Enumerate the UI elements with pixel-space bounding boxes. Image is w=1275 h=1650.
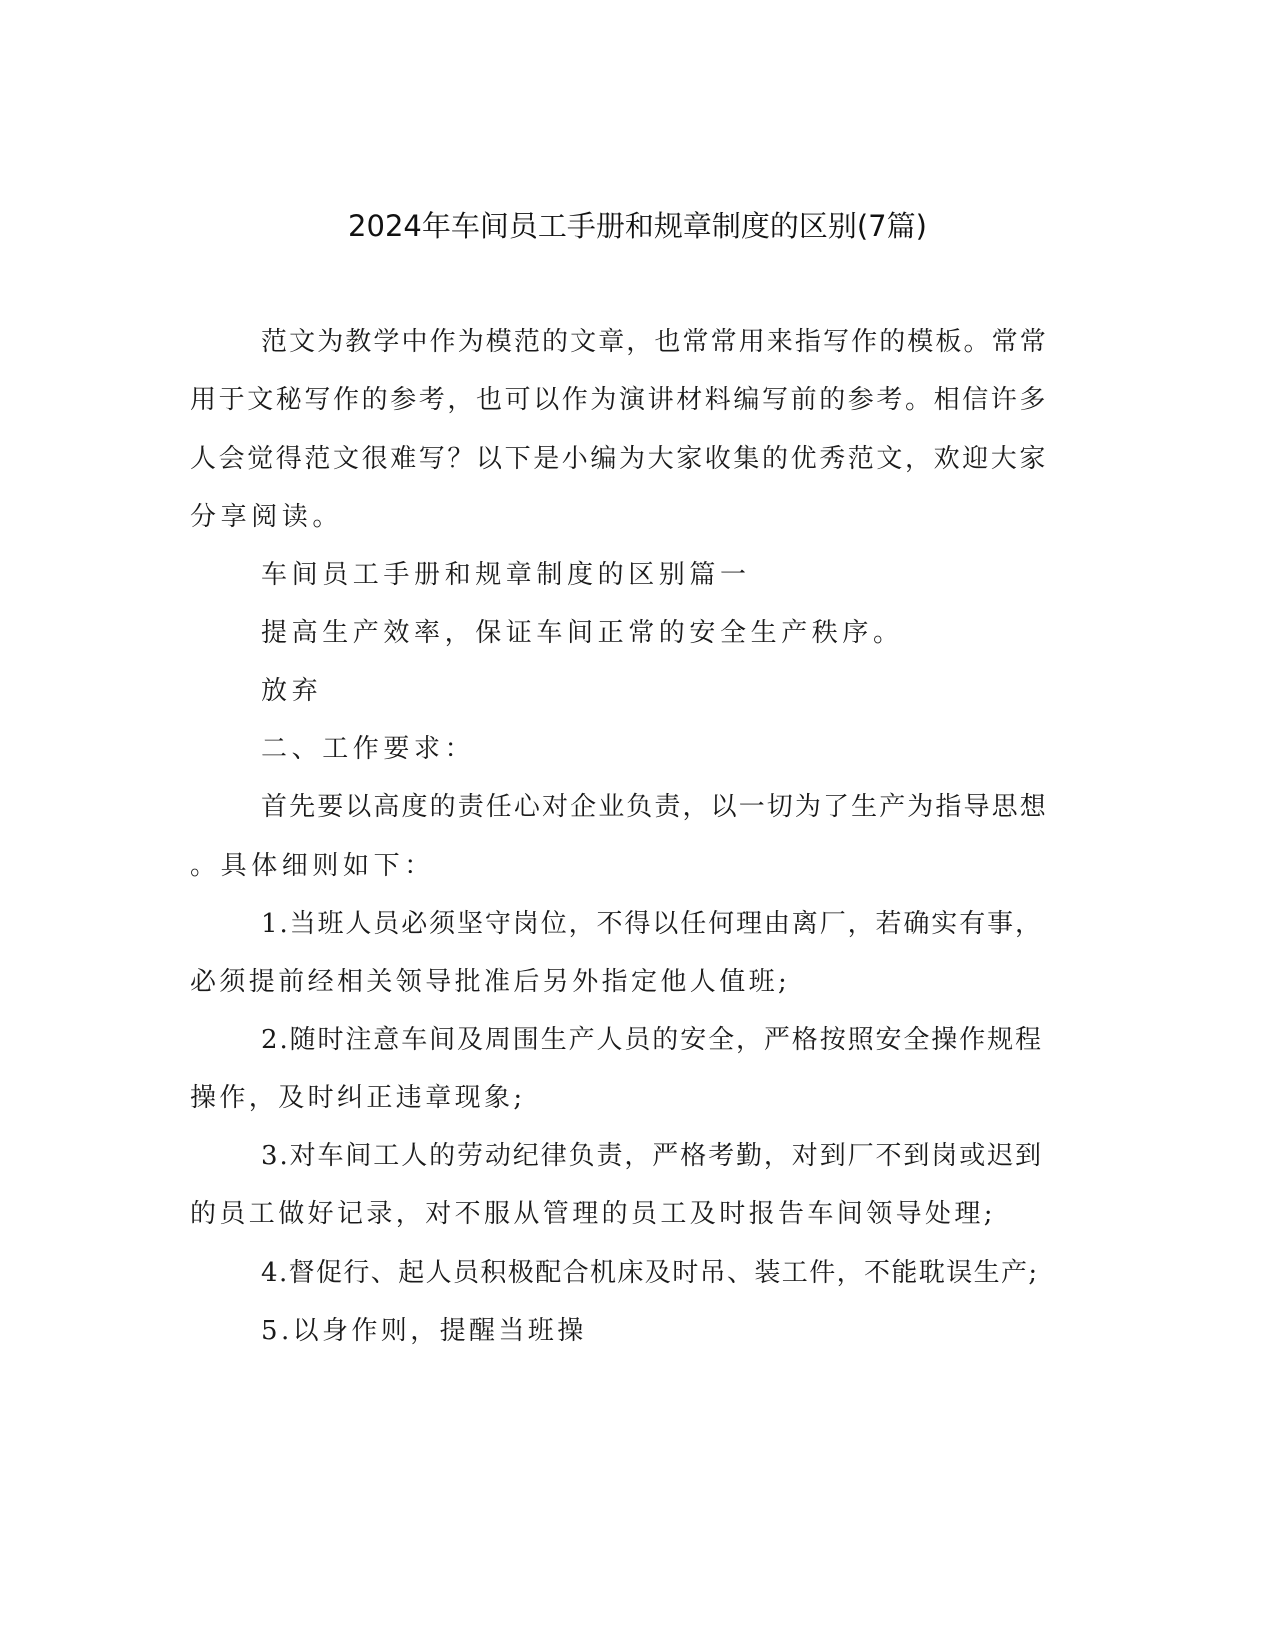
paragraph-line: 分享阅读。 xyxy=(190,502,344,532)
list-item-line: 操作，及时纠正违章现象; xyxy=(190,1083,526,1113)
paragraph-line: 用于文秘写作的参考，也可以作为演讲材料编写前的参考。相信许多 xyxy=(190,385,1049,415)
paragraph-line: 。具体细则如下： xyxy=(190,851,435,881)
list-item-line: 1.当班人员必须坚守岗位，不得以任何理由离厂，若确实有事， xyxy=(261,909,1043,939)
list-item-line: 3.对车间工人的劳动纪律负责，严格考勤，对到厂不到岗或迟到 xyxy=(261,1141,1043,1171)
list-item-line: 的员工做好记录，对不服从管理的员工及时报告车间领导处理; xyxy=(190,1199,996,1229)
section-heading: 车间员工手册和规章制度的区别篇一 xyxy=(261,560,751,590)
paragraph-line: 提高生产效率，保证车间正常的安全生产秩序。 xyxy=(261,618,904,648)
paragraph-line: 首先要以高度的责任心对企业负责，以一切为了生产为指导思想 xyxy=(261,792,1048,822)
paragraph-line: 人会觉得范文很难写？以下是小编为大家收集的优秀范文，欢迎大家 xyxy=(190,444,1049,474)
paragraph-line: 放弃 xyxy=(261,676,323,706)
paragraph-line: 范文为教学中作为模范的文章，也常常用来指写作的模板。常常 xyxy=(261,327,1048,357)
document-title: 2024年车间员工手册和规章制度的区别(7篇) xyxy=(348,209,927,243)
list-item-line: 必须提前经相关领导批准后另外指定他人值班; xyxy=(190,967,791,997)
subsection-heading: 二、工作要求： xyxy=(261,734,476,764)
list-item-line: 2.随时注意车间及周围生产人员的安全，严格按照安全操作规程 xyxy=(261,1025,1043,1055)
list-item-line: 5.以身作则，提醒当班操 xyxy=(261,1316,587,1346)
list-item-line: 4.督促行、起人员积极配合机床及时吊、装工件，不能耽误生产; xyxy=(261,1258,1039,1288)
